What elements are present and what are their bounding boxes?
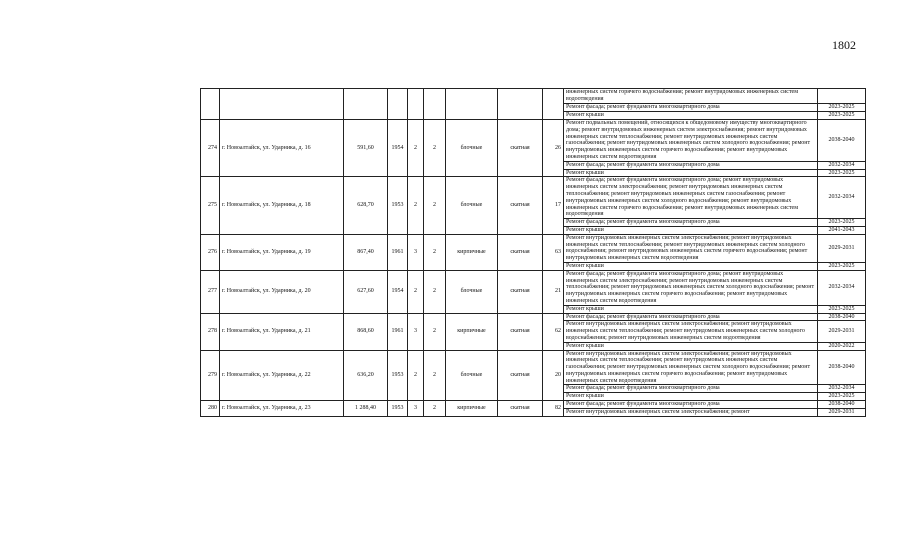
- cell-num: 280: [201, 401, 220, 417]
- cell-walls: кирпичные: [446, 401, 498, 417]
- cell-count: 26: [543, 120, 564, 177]
- cell-entrances: [424, 89, 446, 120]
- cell-entrances: 2: [424, 120, 446, 177]
- repair-schedule-table: [200, 88, 866, 417]
- work-description: Ремонт крыши: [564, 342, 818, 350]
- work-description: Ремонт крыши: [564, 262, 818, 270]
- cell-entrances: 2: [424, 350, 446, 401]
- work-period: 2029-2031: [818, 234, 866, 262]
- work-period: 2029-2031: [818, 321, 866, 342]
- work-description: Ремонт фасада; ремонт фундамента многоквартирного дома: [564, 104, 818, 112]
- cell-num: 278: [201, 313, 220, 350]
- work-description: Ремонт внутридомовых инженерных систем электроснабжения; ремонт внутридомовых инженерных систем теплоснабжения; ремонт внутридомовых инженерных систем холодного водоснабжения; ремонт внутридомовых инженерных систем водоотведения: [564, 321, 818, 342]
- cell-num: [201, 89, 220, 120]
- table-row: [201, 120, 866, 162]
- work-description: Ремонт фасада; ремонт фундамента многоквартирного дома: [564, 219, 818, 227]
- work-period: 2023-2025: [818, 112, 866, 120]
- cell-year: 1961: [388, 313, 408, 350]
- cell-roof: скатная: [498, 270, 543, 313]
- cell-area: 868,60: [344, 313, 388, 350]
- work-description: Ремонт фасада; ремонт фундамента многоквартирного дома; ремонт внутридомовых инженерных систем электроснабжения; ремонт внутридомовых инженерных систем теплоснабжения; ремонт внутридомовых инженерных систем холодного водоснабжения; ремонт внутридомовых инженерных систем горячего водоснабжения; ремонт внутридомовых инженерных систем водоотведения: [564, 270, 818, 305]
- table-row: [201, 313, 866, 321]
- cell-roof: скатная: [498, 313, 543, 350]
- cell-floors: 2: [408, 270, 424, 313]
- work-period: [818, 89, 866, 104]
- cell-address: г. Новоалтайск, ул. Ударника, д. 22: [220, 350, 344, 401]
- work-description: Ремонт фасада; ремонт фундамента многоквартирного дома: [564, 161, 818, 169]
- work-description: Ремонт фасада; ремонт фундамента многоквартирного дома: [564, 401, 818, 409]
- page-number: 1802: [832, 38, 856, 52]
- work-period: 2038-2040: [818, 313, 866, 321]
- work-description: Ремонт фасада; ремонт фундамента многоквартирного дома; ремонт внутридомовых инженерных систем электроснабжения; ремонт внутридомовых инженерных систем теплоснабжения; ремонт внутридомовых инженерных систем газоснабжения; ремонт внутридомовых инженерных систем холодного водоснабжения; ремонт внутридомовых инженерных систем горячего водоснабжения; ремонт внутридомовых инженерных систем водоотведения: [564, 177, 818, 219]
- table-row: [201, 350, 866, 385]
- work-period: 2023-2025: [818, 219, 866, 227]
- work-description: Ремонт внутридомовых инженерных систем электроснабжения; ремонт: [564, 408, 818, 416]
- work-description: Ремонт крыши: [564, 112, 818, 120]
- cell-roof: скатная: [498, 401, 543, 417]
- cell-area: 628,70: [344, 177, 388, 234]
- work-period: 2023-2025: [818, 262, 866, 270]
- work-period: 2023-2025: [818, 305, 866, 313]
- cell-address: г. Новоалтайск, ул. Ударника, д. 23: [220, 401, 344, 417]
- cell-entrances: 2: [424, 234, 446, 270]
- work-description: Ремонт крыши: [564, 169, 818, 177]
- cell-num: 276: [201, 234, 220, 270]
- cell-floors: [408, 89, 424, 120]
- cell-num: 277: [201, 270, 220, 313]
- work-period: 2020-2022: [818, 342, 866, 350]
- table-row: [201, 177, 866, 219]
- work-period: 2041-2043: [818, 226, 866, 234]
- cell-num: 274: [201, 120, 220, 177]
- table-row: [201, 270, 866, 305]
- cell-walls: блочные: [446, 120, 498, 177]
- table-row: [201, 234, 866, 262]
- work-period: 2032-2034: [818, 177, 866, 219]
- cell-entrances: 2: [424, 313, 446, 350]
- cell-floors: 2: [408, 177, 424, 234]
- table-row: [201, 89, 866, 104]
- cell-year: [388, 89, 408, 120]
- work-period: 2023-2025: [818, 169, 866, 177]
- cell-roof: скатная: [498, 234, 543, 270]
- cell-count: 21: [543, 270, 564, 313]
- work-description: инженерных систем горячего водоснабжения; ремонт внутридомовых инженерных систем водоотведения: [564, 89, 818, 104]
- cell-roof: скатная: [498, 120, 543, 177]
- cell-walls: [446, 89, 498, 120]
- cell-year: 1953: [388, 401, 408, 417]
- cell-roof: скатная: [498, 177, 543, 234]
- cell-year: 1953: [388, 177, 408, 234]
- work-period: 2038-2040: [818, 120, 866, 162]
- work-description: Ремонт внутридомовых инженерных систем электроснабжения; ремонт внутридомовых инженерных систем теплоснабжения; ремонт внутридомовых инженерных систем холодного водоснабжения; ремонт внутридомовых инженерных систем горячего водоснабжения; ремонт внутридомовых инженерных систем водоотведения: [564, 234, 818, 262]
- cell-area: 1 288,40: [344, 401, 388, 417]
- cell-count: 20: [543, 350, 564, 401]
- work-description: Ремонт крыши: [564, 305, 818, 313]
- cell-year: 1954: [388, 270, 408, 313]
- cell-entrances: 2: [424, 270, 446, 313]
- table-row: [201, 401, 866, 409]
- cell-address: г. Новоалтайск, ул. Ударника, д. 18: [220, 177, 344, 234]
- cell-walls: блочные: [446, 270, 498, 313]
- cell-roof: [498, 89, 543, 120]
- cell-walls: блочные: [446, 350, 498, 401]
- cell-walls: кирпичные: [446, 234, 498, 270]
- cell-address: г. Новоалтайск, ул. Ударника, д. 19: [220, 234, 344, 270]
- work-period: 2032-2034: [818, 161, 866, 169]
- work-period: 2023-2025: [818, 393, 866, 401]
- cell-count: 82: [543, 401, 564, 417]
- work-period: 2029-2031: [818, 408, 866, 416]
- cell-roof: скатная: [498, 350, 543, 401]
- work-period: 2038-2040: [818, 401, 866, 409]
- cell-floors: 3: [408, 401, 424, 417]
- work-description: Ремонт фасада; ремонт фундамента многоквартирного дома: [564, 385, 818, 393]
- cell-area: 867,40: [344, 234, 388, 270]
- work-description: Ремонт внутридомовых инженерных систем электроснабжения; ремонт внутридомовых инженерных систем теплоснабжения; ремонт внутридомовых инженерных систем газоснабжения; ремонт внутридомовых инженерных систем холодного водоснабжения; ремонт внутридомовых инженерных систем горячего водоснабжения; ремонт внутридомовых инженерных систем водоотведения: [564, 350, 818, 385]
- work-description: Ремонт крыши: [564, 393, 818, 401]
- cell-area: [344, 89, 388, 120]
- cell-num: 279: [201, 350, 220, 401]
- cell-floors: 2: [408, 350, 424, 401]
- cell-entrances: 2: [424, 177, 446, 234]
- cell-walls: кирпичные: [446, 313, 498, 350]
- cell-address: г. Новоалтайск, ул. Ударника, д. 20: [220, 270, 344, 313]
- cell-area: 636,20: [344, 350, 388, 401]
- cell-address: [220, 89, 344, 120]
- cell-year: 1961: [388, 234, 408, 270]
- work-period: 2032-2034: [818, 385, 866, 393]
- cell-walls: блочные: [446, 177, 498, 234]
- work-period: 2032-2034: [818, 270, 866, 305]
- cell-address: г. Новоалтайск, ул. Ударника, д. 21: [220, 313, 344, 350]
- cell-count: [543, 89, 564, 120]
- cell-num: 275: [201, 177, 220, 234]
- work-description: Ремонт подвальных помещений, относящихся к общедомовому имуществу многоквартирного дома; ремонт внутридомовых инженерных систем электроснабжения; ремонт внутридомовых инженерных систем теплоснабжения; ремонт внутридомовых инженерных систем газоснабжения; ремонт внутридомовых инженерных систем холодного водоснабжения; ремонт внутридомовых инженерных систем горячего водоснабжения; ремонт внутридомовых инженерных систем водоотведения: [564, 120, 818, 162]
- cell-count: 63: [543, 234, 564, 270]
- cell-area: 591,60: [344, 120, 388, 177]
- work-period: 2023-2025: [818, 104, 866, 112]
- cell-count: 17: [543, 177, 564, 234]
- cell-count: 62: [543, 313, 564, 350]
- cell-floors: 2: [408, 120, 424, 177]
- cell-area: 627,60: [344, 270, 388, 313]
- work-period: 2038-2040: [818, 350, 866, 385]
- cell-address: г. Новоалтайск, ул. Ударника, д. 16: [220, 120, 344, 177]
- cell-entrances: 2: [424, 401, 446, 417]
- work-description: Ремонт крыши: [564, 226, 818, 234]
- work-description: Ремонт фасада; ремонт фундамента многоквартирного дома: [564, 313, 818, 321]
- cell-year: 1954: [388, 120, 408, 177]
- cell-floors: 3: [408, 313, 424, 350]
- cell-year: 1953: [388, 350, 408, 401]
- cell-floors: 3: [408, 234, 424, 270]
